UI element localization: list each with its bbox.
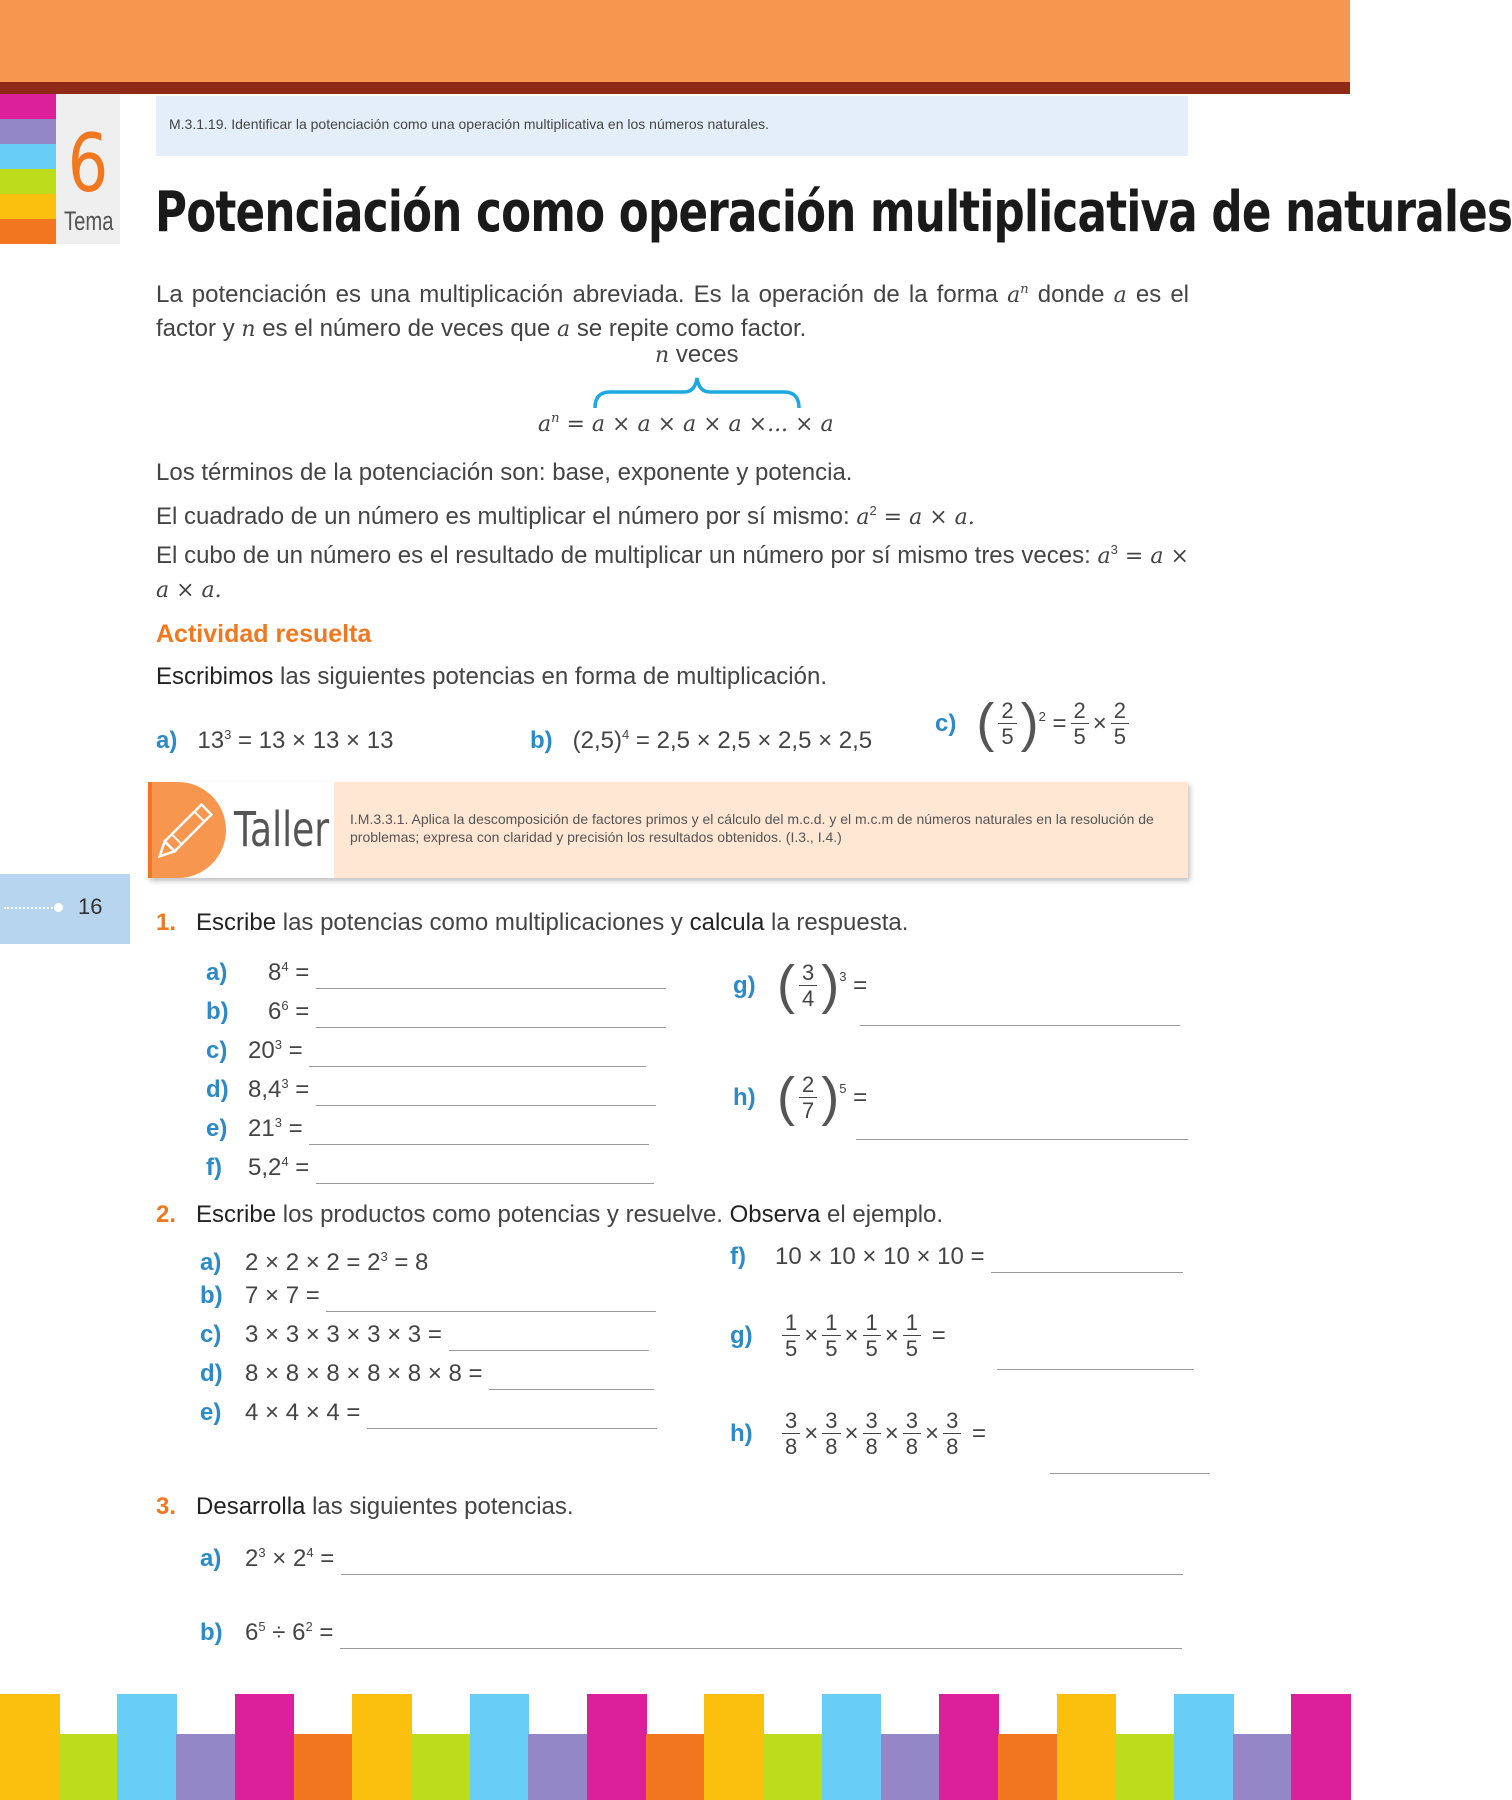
ex1-label-f: f): [206, 1154, 222, 1181]
exercise-1-text-1: las potencias como multiplicaciones y: [276, 909, 690, 936]
activity-b-base: (2,5): [572, 727, 623, 754]
ex2-g-num-1: 1: [785, 1310, 798, 1335]
ex2-item-f: [730, 1240, 1183, 1273]
intro-var-n-exp: n: [1020, 282, 1029, 297]
terms-line-3: El cubo de un número es el resultado de multiplicar un número por sí mismo tres veces: $a^3 = a \times a \times a$.: [156, 542, 1189, 603]
ex1-c-answer-line[interactable]: [309, 1039, 646, 1067]
ex1-g-fraction: [799, 960, 817, 1011]
ex2-c-answer-line[interactable]: [449, 1323, 649, 1351]
intro-var-a: a: [1007, 283, 1021, 308]
activity-label-a: a): [156, 727, 178, 754]
bottom-stripe: [998, 1734, 1058, 1800]
activity-c-fraction: [998, 698, 1016, 749]
tab-stripe-magenta: [0, 94, 56, 119]
ex1-e-base: 21: [248, 1115, 275, 1142]
activity-item-c: c) ( $\frac{2}{5}$ ) $^2$ = $\frac{2}{5}$ × $\frac{2}{5}$: [935, 696, 1133, 750]
exercise-2-text-1: los productos como potencias y resuelve.: [276, 1201, 730, 1228]
ex1-label-g: g): [733, 971, 756, 999]
exercise-2-number: 2.: [156, 1201, 177, 1228]
ex2-h-eq: =: [971, 1420, 986, 1447]
ex2-g-den-3: 5: [863, 1335, 881, 1361]
ex2-b-answer-line[interactable]: [326, 1284, 656, 1312]
bottom-stripe: [176, 1734, 236, 1800]
ex1-h-fraction: [799, 1072, 817, 1123]
terms-line-3-text: El cubo de un número es el resultado de multiplicar un número por sí mismo tres veces:: [156, 542, 1098, 569]
exercise-1-bold-1: Escribe: [196, 909, 277, 936]
ex2-label-h: h): [730, 1420, 753, 1447]
bottom-stripe: [528, 1734, 588, 1800]
ex3-a-base-1: 2: [245, 1545, 259, 1572]
n-veces-label: [655, 338, 739, 372]
ex1-g-den: 4: [799, 985, 817, 1011]
ex2-e-answer-line[interactable]: [367, 1401, 657, 1429]
ex1-c-exp: 3: [274, 1037, 282, 1052]
ex3-label-a: a): [200, 1545, 222, 1572]
exercise-3-bold-1: Desarrolla: [196, 1493, 306, 1520]
ex2-h-answer-line[interactable]: [1050, 1446, 1210, 1474]
tab-stripe-cyan: [0, 144, 56, 169]
page-title: Potenciación como operación multiplicativa de naturales: [155, 180, 1512, 245]
activity-item-b: [530, 718, 872, 757]
tab-stripe-lime: [0, 169, 56, 194]
bottom-stripe: [822, 1694, 882, 1800]
ex1-e-eq: =: [281, 1115, 303, 1142]
activity-a-base: 13: [197, 727, 225, 754]
taller-label: Taller: [234, 802, 330, 858]
activity-c-exp: 2: [1038, 709, 1046, 724]
ex2-item-h: [730, 1408, 986, 1459]
tema-tab: [0, 94, 120, 244]
ex1-f-answer-line[interactable]: [316, 1156, 654, 1184]
ex2-g-num-4: 1: [905, 1310, 919, 1335]
page-number: 16: [78, 894, 103, 919]
pencil-icon: [152, 782, 226, 878]
exercise-2-list: [200, 1240, 657, 1435]
ex1-d-eq: =: [288, 1076, 310, 1103]
tab-stripe-yellow: [0, 194, 56, 219]
bottom-stripe: [411, 1734, 471, 1800]
intro-var-n: n: [241, 317, 256, 342]
bottom-stripe: [1057, 1694, 1117, 1800]
ex2-h-times-1: ×: [804, 1420, 819, 1447]
terms-line-3-formula: = a × a × a.: [156, 544, 1189, 603]
ex2-item-c: [200, 1318, 657, 1357]
ex1-item-h: h) ( $\frac{2}{7}$ ) $^5$ =: [733, 1067, 868, 1127]
ex1-h-num: 2: [801, 1071, 815, 1097]
activity-a-rest: = 13 × 13 × 13: [231, 727, 394, 754]
ex1-a-exp: 4: [281, 959, 289, 974]
ex1-g-num: 3: [801, 959, 815, 985]
exercise-1-bold-2: calcula: [689, 909, 765, 936]
activity-item-a: [156, 718, 393, 757]
top-banner: [0, 0, 1350, 82]
formula-exp: n: [551, 411, 560, 426]
tab-stripe-orange: [0, 219, 56, 244]
ex2-a-rest: = 8: [387, 1249, 429, 1276]
exercise-2-bold-1: Escribe: [196, 1201, 277, 1228]
ex1-b-eq: =: [288, 998, 310, 1025]
bottom-stripe: [117, 1694, 177, 1800]
ex1-item-c: [206, 1028, 666, 1067]
terms-var-a-cube: a: [1097, 544, 1111, 569]
activity-b-rest: = 2,5 × 2,5 × 2,5 × 2,5: [629, 727, 873, 754]
exercise-3-heading: [156, 1490, 574, 1523]
ex1-f-base: 5,2: [248, 1154, 282, 1181]
ex2-h-den-4: 8: [903, 1433, 921, 1459]
ex2-h-times-3: ×: [884, 1420, 899, 1447]
ex2-h-num-2: 3: [825, 1408, 838, 1433]
ex2-g-den-2: 5: [822, 1335, 840, 1361]
taller-banner: [148, 782, 1188, 878]
terms-line-2: El cuadrado de un número es multiplicar el número por sí mismo: $a^2 = a \times a$.: [156, 503, 975, 530]
intro-var-a-2: a: [1113, 283, 1127, 308]
ex3-b-op: ÷: [265, 1619, 293, 1646]
bottom-stripe: [59, 1734, 119, 1800]
ex2-h-den-5: 8: [943, 1433, 961, 1459]
ex3-a-base-2: 2: [292, 1545, 307, 1572]
ex2-h-num-3: 3: [865, 1408, 878, 1433]
terms-line-1: Los términos de la potenciación son: base, exponente y potencia.: [156, 459, 853, 486]
ex1-e-answer-line[interactable]: [309, 1117, 649, 1145]
ex3-label-b: b): [200, 1619, 223, 1646]
ex1-h-exp: 5: [839, 1081, 847, 1096]
ex1-label-b: b): [206, 998, 229, 1025]
activity-c-den-2: 5: [1071, 723, 1089, 749]
ex2-label-e: e): [200, 1399, 222, 1426]
bottom-stripe: [646, 1734, 706, 1800]
ex2-item-d: [200, 1357, 657, 1396]
bottom-stripe: [1233, 1734, 1293, 1800]
exercise-3-number: 3.: [156, 1493, 177, 1520]
ex1-g-answer-line[interactable]: [860, 998, 1180, 1026]
tema-box: [56, 94, 120, 244]
ex2-label-a: a): [200, 1249, 222, 1276]
formula-base: a: [538, 412, 552, 437]
bottom-pattern: [0, 1694, 1350, 1800]
bottom-stripe: [763, 1734, 823, 1800]
terms-var-a: a: [856, 505, 870, 530]
activity-a-exp: 3: [224, 727, 232, 742]
exercise-2-text-2: el ejemplo.: [820, 1201, 944, 1228]
ex3-item-a: [200, 1536, 1183, 1575]
ex2-g-times-3: ×: [884, 1322, 899, 1349]
ex2-f-answer-line[interactable]: [991, 1245, 1183, 1273]
ex2-g-times-2: ×: [844, 1322, 859, 1349]
activity-instruction-bold: Escribimos: [156, 663, 274, 690]
ex2-g-num-3: 1: [865, 1310, 878, 1335]
ex2-g-times-1: ×: [804, 1322, 819, 1349]
bottom-stripe: [704, 1694, 764, 1800]
bottom-stripe: [587, 1694, 647, 1800]
bottom-stripe: [1174, 1694, 1234, 1800]
activity-c-num-3: 2: [1113, 697, 1127, 723]
n-veces-text: veces: [675, 341, 739, 368]
ex2-f-text: 10 × 10 × 10 × 10 =: [775, 1243, 985, 1270]
ex1-b-exp: 6: [281, 998, 289, 1013]
objective-banner: M.3.1.19. Identificar la potenciación como una operación multiplicativa en los números naturales.: [156, 96, 1188, 156]
ex1-item-d: [206, 1067, 666, 1106]
terms-line-2-formula: = a × a.: [876, 505, 975, 530]
ex1-a-eq: =: [288, 959, 310, 986]
ex1-h-answer-line[interactable]: [856, 1112, 1188, 1140]
ex3-b-eq: =: [312, 1619, 334, 1646]
intro-var-a-3: a: [557, 317, 571, 342]
ex2-g-den-1: 5: [782, 1335, 800, 1361]
ex1-h-den: 7: [799, 1097, 817, 1123]
ex1-b-answer-line[interactable]: [316, 1000, 666, 1028]
terms-line-2-text: El cuadrado de un número es multiplicar el número por sí mismo:: [156, 503, 857, 530]
top-strip: [0, 82, 1350, 94]
ex1-label-e: e): [206, 1115, 228, 1142]
tema-number: 6: [67, 117, 109, 210]
bottom-stripe: [881, 1734, 941, 1800]
exercise-1-list: [206, 950, 666, 1184]
ex1-item-g: g) ( $\frac{3}{4}$ ) $^3$ =: [733, 955, 868, 1015]
ex2-h-den-3: 8: [863, 1433, 881, 1459]
ex2-label-g: g): [730, 1322, 753, 1349]
ex1-d-exp: 3: [281, 1076, 289, 1091]
intro-text-1: La potenciación es una multiplicación abreviada. Es la operación de la forma: [156, 281, 1008, 308]
ex3-a-eq: =: [313, 1545, 335, 1572]
page-dots: [4, 907, 56, 909]
intro-text-4: es el número de veces que: [255, 315, 558, 342]
exercise-2-heading: [156, 1198, 943, 1231]
ex2-item-a: [200, 1240, 657, 1279]
ex3-b-answer-line[interactable]: [340, 1621, 1182, 1649]
activity-c-fraction-3: [1111, 698, 1129, 749]
ex2-h-num-1: 3: [785, 1408, 798, 1433]
exercise-2-bold-2: Observa: [729, 1201, 821, 1228]
activity-c-num: 2: [1001, 697, 1014, 723]
ex2-item-e: [200, 1396, 657, 1435]
exercise-1-text-2: la respuesta.: [764, 909, 909, 936]
activity-c-fraction-2: [1071, 698, 1089, 749]
ex2-label-f: f): [730, 1243, 746, 1270]
ex1-g-exp: 3: [839, 969, 847, 984]
ex2-g-den-4: 5: [903, 1335, 921, 1361]
activity-c-times: ×: [1092, 709, 1107, 737]
ex2-h-times-4: ×: [925, 1420, 940, 1447]
ex2-g-answer-line[interactable]: [997, 1342, 1194, 1370]
ex2-g-eq: =: [931, 1322, 946, 1349]
tema-label: Tema: [64, 206, 114, 236]
bottom-stripe: [1291, 1694, 1351, 1800]
ex2-a-text: 2 × 2 × 2 = 2: [245, 1249, 381, 1276]
ex2-a-exp: 3: [380, 1249, 388, 1264]
activity-b-exp: 4: [622, 727, 630, 742]
ex1-d-base: 8,4: [248, 1076, 282, 1103]
ex2-d-text: 8 × 8 × 8 × 8 × 8 × 8 =: [245, 1360, 483, 1387]
activity-c-den: 5: [998, 723, 1016, 749]
ex1-d-answer-line[interactable]: [316, 1078, 656, 1106]
ex2-label-d: d): [200, 1360, 223, 1387]
intro-text-3: es el factor y: [156, 281, 1189, 342]
formula-rhs: = a × a × a × a ×... × a: [559, 412, 834, 437]
taller-text: I.M.3.3.1. Aplica la descomposición de factores primos y el cálculo del m.c.d. y el m.c.m de números naturales en la resolución de problemas; expresa con claridad y precisión los resultados obtenidos. (I.3., I.4.): [350, 811, 1154, 845]
ex3-b-base-1: 6: [245, 1619, 259, 1646]
exercise-1-number: 1.: [156, 909, 177, 936]
brace-icon: [592, 374, 802, 412]
ex2-h-times-2: ×: [844, 1420, 859, 1447]
bottom-stripe: [939, 1694, 999, 1800]
ex1-a-answer-line[interactable]: [316, 961, 666, 989]
bottom-stripe: [352, 1694, 412, 1800]
ex1-label-h: h): [733, 1083, 756, 1111]
activity-title: Actividad resuelta: [156, 620, 372, 648]
ex2-b-text: 7 × 7 =: [245, 1282, 320, 1309]
ex1-g-eq: =: [853, 971, 868, 999]
ex2-e-text: 4 × 4 × 4 =: [245, 1399, 361, 1426]
ex2-item-g: [730, 1310, 946, 1361]
taller-white-area: [152, 782, 334, 878]
ex1-b-base: 6: [268, 998, 282, 1025]
ex1-h-eq: =: [853, 1083, 868, 1111]
power-formula: [538, 410, 834, 438]
ex3-item-b: [200, 1610, 1182, 1649]
bottom-stripe: [470, 1694, 530, 1800]
ex2-h-num-4: 3: [905, 1408, 919, 1433]
ex2-label-b: b): [200, 1282, 223, 1309]
ex2-c-text: 3 × 3 × 3 × 3 × 3 =: [245, 1321, 442, 1348]
activity-c-num-2: 2: [1073, 697, 1086, 723]
ex2-h-den-2: 8: [822, 1433, 840, 1459]
ex1-f-exp: 4: [281, 1154, 289, 1169]
ex1-label-c: c): [206, 1037, 228, 1064]
page-number-tab: [0, 874, 130, 944]
taller-circle: [152, 782, 226, 878]
ex3-a-answer-line[interactable]: [341, 1547, 1183, 1575]
ex3-b-exp-2: 2: [305, 1619, 313, 1634]
activity-label-b: b): [530, 727, 553, 754]
ex2-h-num-5: 3: [946, 1408, 959, 1433]
ex3-a-exp-2: 4: [306, 1545, 314, 1560]
ex1-c-eq: =: [281, 1037, 303, 1064]
ex1-a-base: 8: [268, 959, 282, 986]
ex3-b-exp-1: 5: [258, 1619, 266, 1634]
intro-text-2: donde: [1028, 281, 1114, 308]
bottom-stripe: [1115, 1734, 1175, 1800]
ex2-h-den-1: 8: [782, 1433, 800, 1459]
ex1-f-eq: =: [288, 1154, 310, 1181]
ex1-c-base: 20: [248, 1037, 275, 1064]
activity-c-eq: =: [1052, 709, 1067, 737]
page-dot: [54, 903, 63, 912]
ex1-item-a: [206, 950, 666, 989]
ex2-g-num-2: 1: [825, 1310, 838, 1335]
bottom-stripe: [235, 1694, 295, 1800]
ex3-b-base-2: 6: [292, 1619, 306, 1646]
ex1-item-f: [206, 1145, 666, 1184]
exercise-3-text-1: las siguientes potencias.: [305, 1493, 574, 1520]
ex2-d-answer-line[interactable]: [489, 1362, 654, 1390]
ex1-label-d: d): [206, 1076, 229, 1103]
ex1-item-b: [206, 989, 666, 1028]
bottom-stripe: [294, 1734, 354, 1800]
intro-text-5: se repite como factor.: [570, 315, 807, 342]
activity-c-den-3: 5: [1111, 723, 1129, 749]
exercise-1-heading: [156, 906, 908, 939]
ex3-a-op: ×: [265, 1545, 293, 1572]
tab-stripe-purple: [0, 119, 56, 144]
ex3-a-exp-1: 3: [258, 1545, 266, 1560]
ex1-item-e: [206, 1106, 666, 1145]
ex1-e-exp: 3: [274, 1115, 282, 1130]
activity-instruction-rest: las siguientes potencias en forma de multiplicación.: [273, 663, 827, 690]
activity-label-c: c): [935, 709, 957, 737]
ex2-item-b: [200, 1279, 657, 1318]
ex1-label-a: a): [206, 959, 228, 986]
intro-paragraph: [156, 272, 1189, 346]
n-veces-var: n: [655, 343, 670, 368]
bottom-stripe: [0, 1694, 60, 1800]
activity-instruction: [156, 660, 827, 693]
ex2-label-c: c): [200, 1321, 222, 1348]
